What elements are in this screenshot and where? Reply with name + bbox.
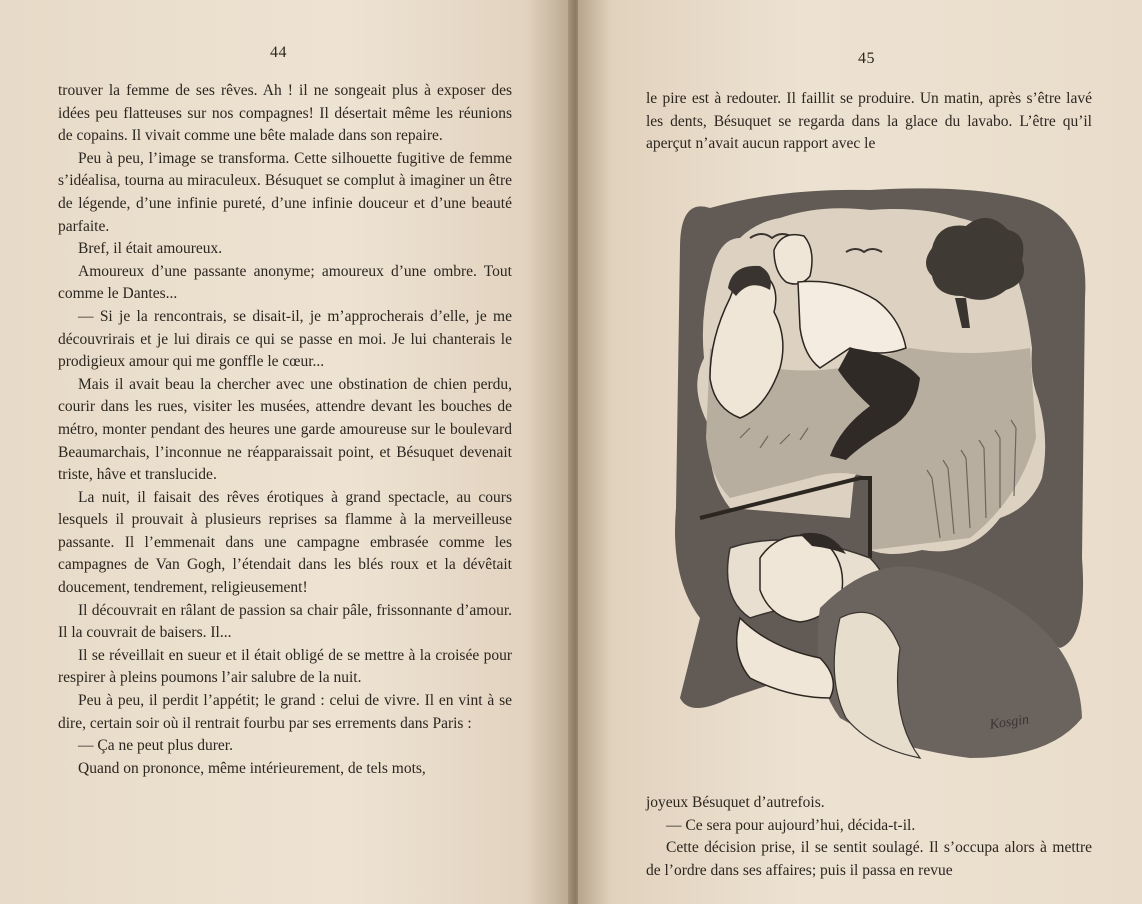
paragraph: — Ça ne peut plus durer.: [78, 737, 233, 755]
paragraph: joyeux Bésuquet d’autrefois.: [646, 794, 825, 811]
right-top-text: [646, 88, 1092, 156]
paragraph: Il se réveillait en sueur et il était obligé de se mettre à la croisée pour respirer à pleins poumons l’air salubre de la nuit.: [58, 646, 512, 687]
left-body-text: [58, 80, 512, 780]
paragraph: Peu à peu, l’image se transforma. Cette silhouette fugitive de femme s’idéalisa, tourna au miraculeux. Bésuquet se complut à imaginer un être de légende, d’une infinie pureté, d’une infinie douceur et d’une beauté parfaite.: [58, 149, 512, 235]
illustration-signature: Kosgin: [988, 712, 1031, 733]
paragraph: le pire est à redouter. Il faillit se produire. Un matin, après s’être lavé les dents, Bésuquet se regarda dans la glace du lavabo. L’être qu’il aperçut n’avait aucun rapport avec le: [646, 90, 1092, 153]
paragraph: Cette décision prise, il se sentit soulagé. Il s’occupa alors à mettre de l’ordre dans ses affaires; puis il passa en revue: [646, 839, 1092, 879]
paragraph: La nuit, il faisait des rêves érotiques à grand spectacle, au cours lesquels il prouvait à plusieurs reprises sa flamme à la merveilleuse passante. Il l’emmenait dans une campagne embrasée comme les campagnes de Van Gogh, l’étendait dans les blés roux et la dévêtait doucement, tendrement, religieusement!: [58, 488, 512, 597]
paragraph: Mais il avait beau la chercher avec une obstination de chien perdu, courir dans les rues, visiter les musées, attendre devant les bouches de métro, monter pendant des heures une garde amoureuse sur le boulevard Beaumarchais, l’inconnue ne réapparaissait point, et Bésuquet devenait triste, hâve et translucide.: [58, 375, 512, 484]
paragraph: Il découvrait en râlant de passion sa chair pâle, frissonnante d’amour. Il la couvrait de baisers. Il...: [58, 601, 512, 642]
paragraph: — Ce sera pour aujourd’hui, décida-t-il.: [666, 816, 916, 834]
paragraph: Amoureux d’une passante anonyme; amoureux d’une ombre. Tout comme le Dantes...: [58, 262, 512, 303]
paragraph: Peu à peu, il perdit l’appétit; le grand : celui de vivre. Il en vint à se dire, certain soir où il rentrait fourbu par ses errements dans Paris :: [58, 692, 512, 732]
page-number: 44: [270, 44, 287, 61]
paragraph: trouver la femme de ses rêves. Ah ! il ne songeait plus à exposer des idées peu flatteuses sur nos compagnes! Il désertait même les réunions de copains. Il vivait comme une bête malade dans son repaire.: [58, 82, 512, 145]
paragraph: — Si je la rencontrais, se disait-il, je m’approcherais d’elle, je me découvrirais et je lui dirais ce qui se passe en moi. Je lui chanterais le prodigieux amour qui me gonffle le cœur...: [58, 307, 512, 371]
right-page: [578, 0, 1142, 904]
paragraph: Quand on prononce, même intérieurement, de tels mots,: [78, 759, 426, 777]
page-number: 45: [858, 50, 875, 67]
paragraph: Bref, il était amoureux.: [78, 240, 223, 258]
right-bottom-text: [646, 792, 1092, 882]
dream-illustration: [670, 178, 1090, 770]
